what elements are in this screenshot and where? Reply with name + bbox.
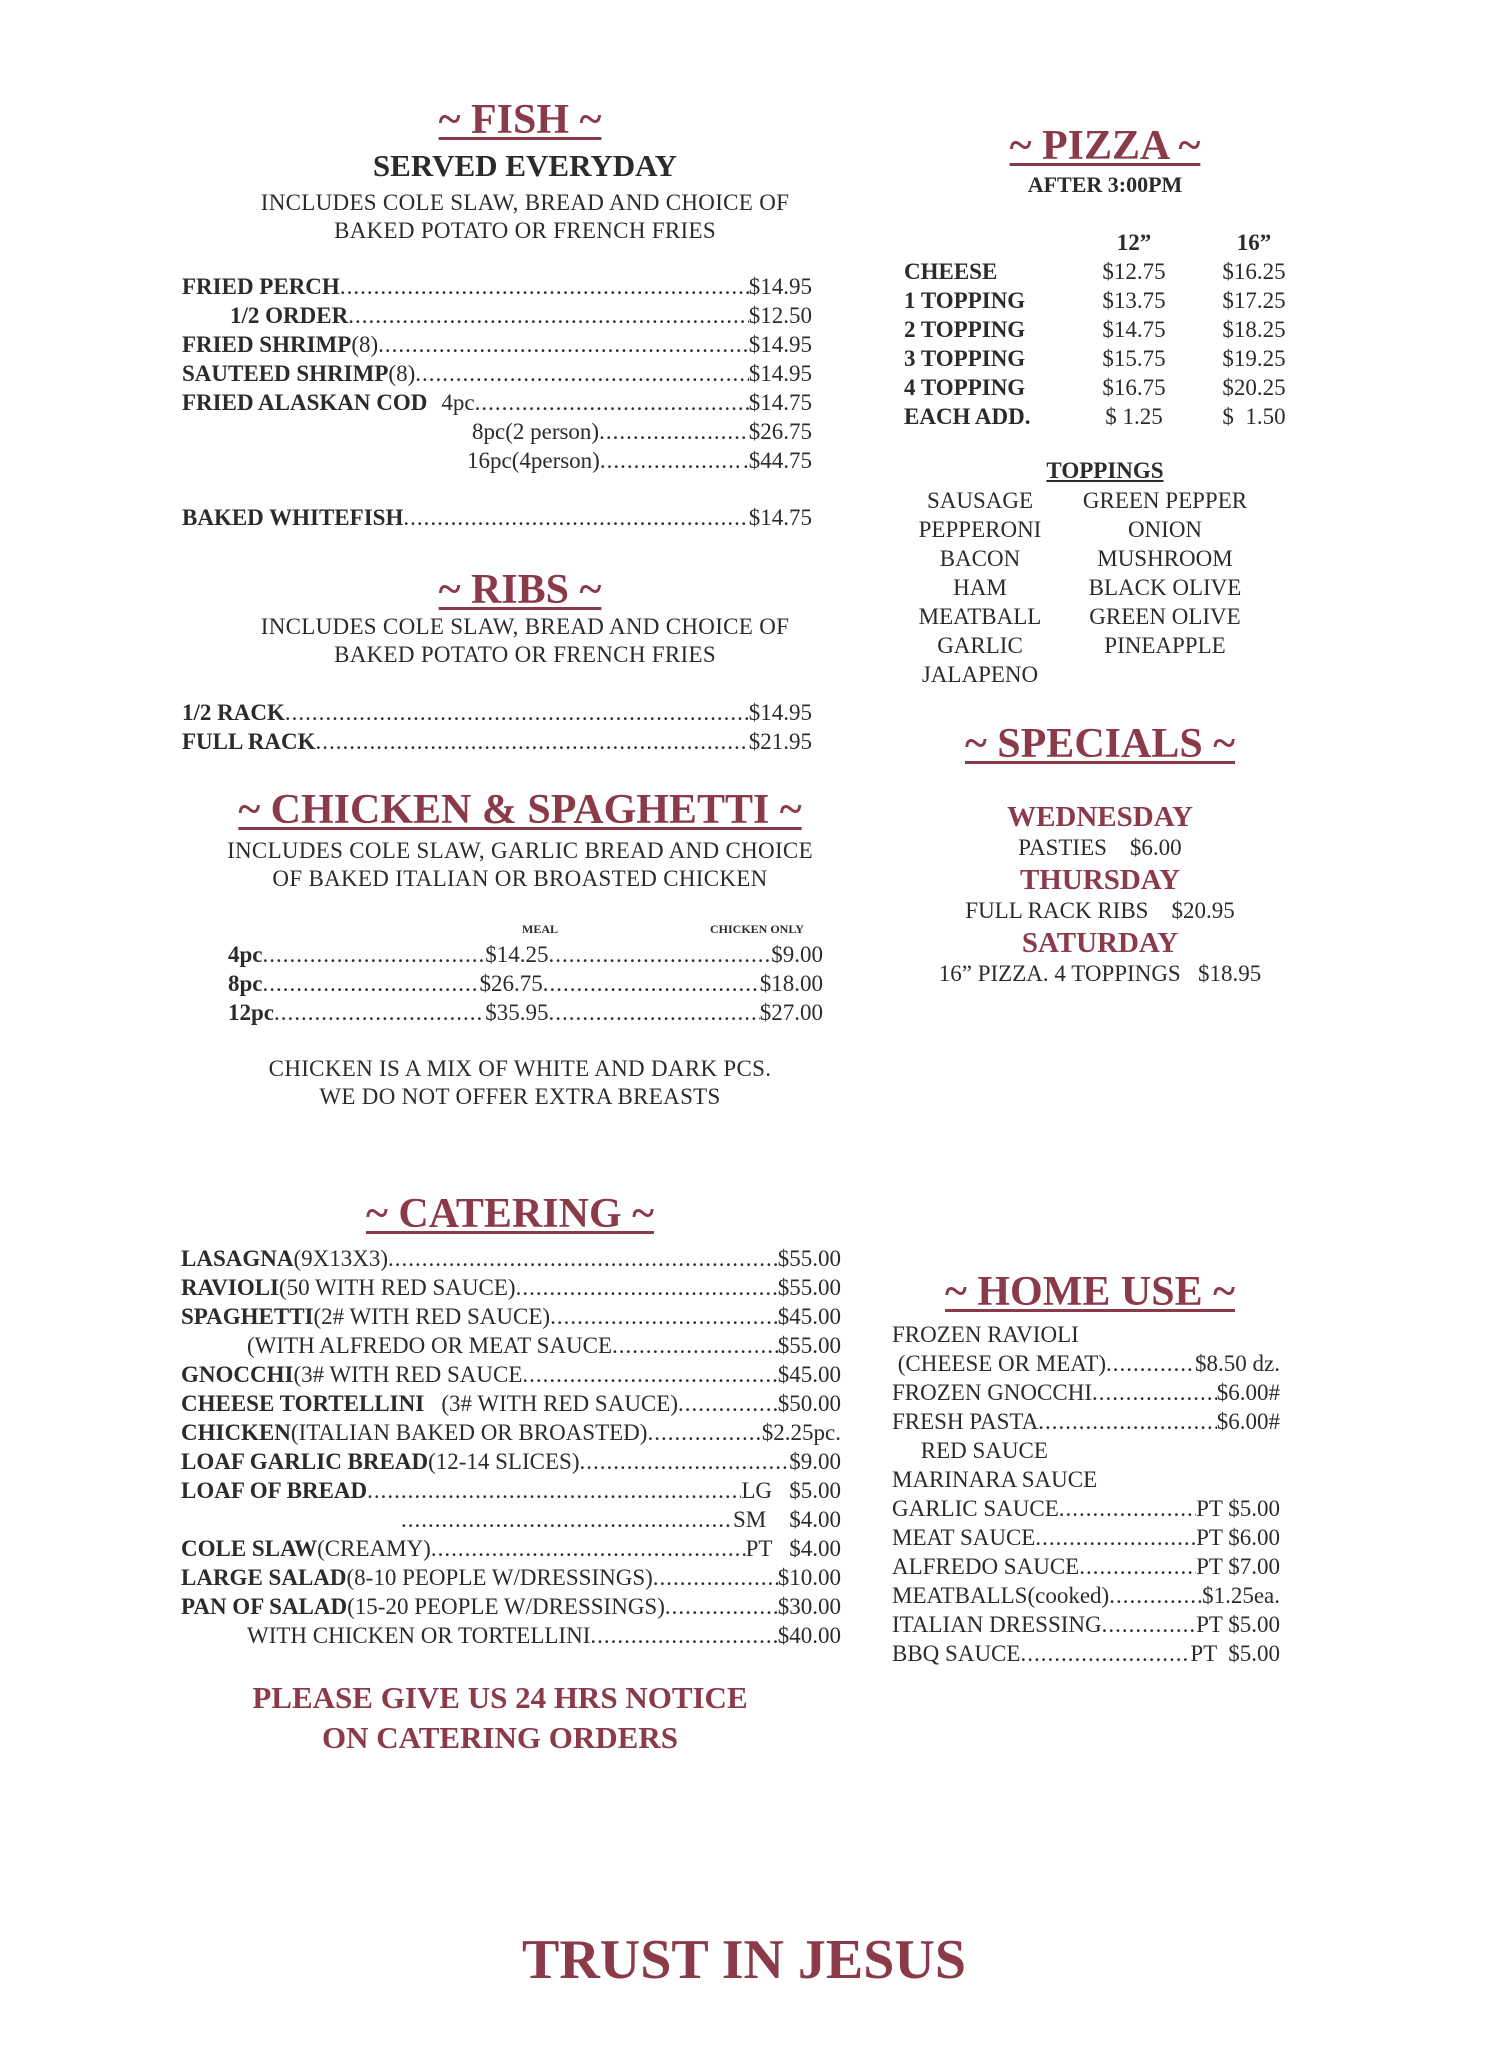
menu-item: ALFREDO SAUCE ..... PT $7.00 <box>892 1552 1280 1581</box>
menu-item: LOAF OF BREAD ..... LG $5.00 <box>181 1476 841 1505</box>
menu-item: SPAGHETTI (2# WITH RED SAUCE) ..... $45.00 <box>181 1302 841 1331</box>
topping-row: PEPPERONI ONION <box>918 516 1203 542</box>
menu-item: 8pc ..... $26.75 ..... $18.00 <box>228 969 823 998</box>
topping-row: GARLIC PINEAPPLE <box>937 632 1226 658</box>
catering-list <box>181 1244 841 1650</box>
menu-item: FULL RACK ..... $21.95 <box>182 727 812 756</box>
menu-item: FROZEN RAVIOLI <box>892 1322 1079 1347</box>
menu-item: LASAGNA (9X13X3) ..... $55.00 <box>181 1244 841 1273</box>
menu-item: BAKED WHITEFISH ..... $14.75 <box>182 503 812 532</box>
menu-item: ITALIAN DRESSING ..... PT $5.00 <box>892 1610 1280 1639</box>
menu-item: SAUTEED SHRIMP (8) ..... $14.95 <box>182 359 812 388</box>
pizza-row: 1 TOPPING $13.75 $17.25 <box>904 287 1286 313</box>
chicken-desc-2: OF BAKED ITALIAN OR BROASTED CHICKEN <box>272 866 768 891</box>
special-item: PASTIES $6.00 <box>1018 835 1182 860</box>
menu-item: LARGE SALAD (8-10 PEOPLE W/DRESSINGS) ..... $10.00 <box>181 1563 841 1592</box>
pizza-row: 4 TOPPING $16.75 $20.25 <box>904 374 1286 400</box>
menu-item: MEAT SAUCE ..... PT $6.00 <box>892 1523 1280 1552</box>
special-day: THURSDAY <box>1019 864 1181 896</box>
home-title: ~ HOME USE ~ <box>945 1269 1235 1315</box>
menu-item: FROZEN GNOCCHI ..... $6.00# <box>892 1378 1280 1407</box>
size-16: 16” <box>1236 229 1272 255</box>
menu-item: MEATBALLS(cooked) ..... $1.25ea. <box>892 1581 1280 1610</box>
menu-item: PAN OF SALAD (15-20 PEOPLE W/DRESSINGS) ..... $30.00 <box>181 1592 841 1621</box>
pizza-row: EACH ADD. $ 1.25 $ 1.50 <box>904 403 1286 429</box>
topping-row: BACON MUSHROOM <box>939 545 1233 571</box>
chicken-desc-1: INCLUDES COLE SLAW, GARLIC BREAD AND CHOICE <box>227 838 813 863</box>
fish-list <box>182 272 812 532</box>
menu-item: 1/2 ORDER ..... $12.50 <box>182 301 812 330</box>
menu-item: BBQ SAUCE ..... PT $5.00 <box>892 1639 1280 1668</box>
size-12: 12” <box>1116 229 1152 255</box>
footer-slogan: TRUST IN JESUS <box>521 1929 967 1991</box>
pizza-row: CHEESE $12.75 $16.25 <box>904 258 1286 284</box>
specials-title: ~ SPECIALS ~ <box>964 721 1236 767</box>
menu-item: FRESH PASTA ..... $6.00# <box>892 1407 1280 1436</box>
menu-item: 12pc ..... $35.95 ..... $27.00 <box>228 998 823 1027</box>
menu-item: MARINARA SAUCE <box>892 1467 1098 1492</box>
col-chicken-only: CHICKEN ONLY <box>710 922 804 936</box>
menu-item: GNOCCHI (3# WITH RED SAUCE ..... $45.00 <box>181 1360 841 1389</box>
col-meal: MEAL <box>522 922 558 936</box>
menu-item: RED SAUCE <box>892 1438 1048 1463</box>
fish-subtitle: SERVED EVERYDAY <box>372 148 678 183</box>
special-item: 16” PIZZA. 4 TOPPINGS $18.95 <box>938 961 1262 986</box>
fish-desc-2: BAKED POTATO OR FRENCH FRIES <box>334 218 716 243</box>
ribs-desc-2: BAKED POTATO OR FRENCH FRIES <box>334 642 716 667</box>
menu-item: LOAF GARLIC BREAD (12-14 SLICES) ..... $9.00 <box>181 1447 841 1476</box>
catering-notice-1: PLEASE GIVE US 24 HRS NOTICE <box>252 1680 748 1715</box>
topping-row: HAM BLACK OLIVE <box>953 574 1242 600</box>
pizza-subtitle: AFTER 3:00PM <box>1027 172 1183 197</box>
menu-item: FRIED PERCH ..... $14.95 <box>182 272 812 301</box>
menu-item: CHEESE TORTELLINI (3# WITH RED SAUCE) ..... $50.00 <box>181 1389 841 1418</box>
chicken-title: ~ CHICKEN & SPAGHETTI ~ <box>238 787 802 833</box>
menu-item: 4pc ..... $14.25 ..... $9.00 <box>228 940 823 969</box>
toppings-table <box>900 486 1270 689</box>
menu-item: COLE SLAW (CREAMY) ..... PT $4.00 <box>181 1534 841 1563</box>
ribs-title: ~ RIBS ~ <box>438 567 602 613</box>
fish-desc-1: INCLUDES COLE SLAW, BREAD AND CHOICE OF <box>260 190 790 215</box>
topping-row: SAUSAGE GREEN PEPPER <box>926 487 1248 513</box>
catering-title: ~ CATERING ~ <box>366 1191 654 1237</box>
menu-item: GARLIC SAUCE ..... PT $5.00 <box>892 1494 1280 1523</box>
menu-item: ..... SM $4.00 <box>181 1505 841 1534</box>
pizza-row: 3 TOPPING $15.75 $19.25 <box>904 345 1286 371</box>
ribs-desc-1: INCLUDES COLE SLAW, BREAD AND CHOICE OF <box>260 614 790 639</box>
chicken-note-1: CHICKEN IS A MIX OF WHITE AND DARK PCS. <box>268 1056 772 1081</box>
pizza-price-table <box>904 228 1314 431</box>
home-list <box>892 1320 1280 1668</box>
menu-item: 16pc(4person) ..... .$44.75 <box>182 446 812 475</box>
topping-row: JALAPENO <box>921 661 1039 687</box>
special-item: FULL RACK RIBS $20.95 <box>965 898 1235 923</box>
menu-item: RAVIOLI (50 WITH RED SAUCE) ..... $55.00 <box>181 1273 841 1302</box>
menu-item: 8pc(2 person) ..... $26.75 <box>182 417 812 446</box>
menu-item: FRIED ALASKAN COD 4pc ..... $14.75 <box>182 388 812 417</box>
pizza-title: ~ PIZZA ~ <box>1009 123 1201 169</box>
chicken-list <box>228 940 823 1027</box>
menu-item: WITH CHICKEN OR TORTELLINI ..... $40.00 <box>181 1621 841 1650</box>
menu-item: (CHEESE OR MEAT) ..... $8.50 dz. <box>892 1349 1280 1378</box>
special-day: WEDNESDAY <box>1007 801 1193 833</box>
pizza-row: 2 TOPPING $14.75 $18.25 <box>904 316 1286 342</box>
special-day: SATURDAY <box>1021 927 1179 959</box>
catering-notice-2: ON CATERING ORDERS <box>322 1720 678 1755</box>
menu-item: CHICKEN (ITALIAN BAKED OR BROASTED) ..... $2.25pc. <box>181 1418 841 1447</box>
menu-item: FRIED SHRIMP (8) ..... $14.95 <box>182 330 812 359</box>
menu-item: 1/2 RACK ..... $14.95 <box>182 698 812 727</box>
chicken-note-2: WE DO NOT OFFER EXTRA BREASTS <box>319 1084 721 1109</box>
ribs-list <box>182 698 812 756</box>
menu-item: (WITH ALFREDO OR MEAT SAUCE ..... $55.00 <box>181 1331 841 1360</box>
toppings-title: TOPPINGS <box>1046 458 1164 483</box>
fish-title: ~ FISH ~ <box>438 97 602 143</box>
topping-row: MEATBALL GREEN OLIVE <box>918 603 1241 629</box>
